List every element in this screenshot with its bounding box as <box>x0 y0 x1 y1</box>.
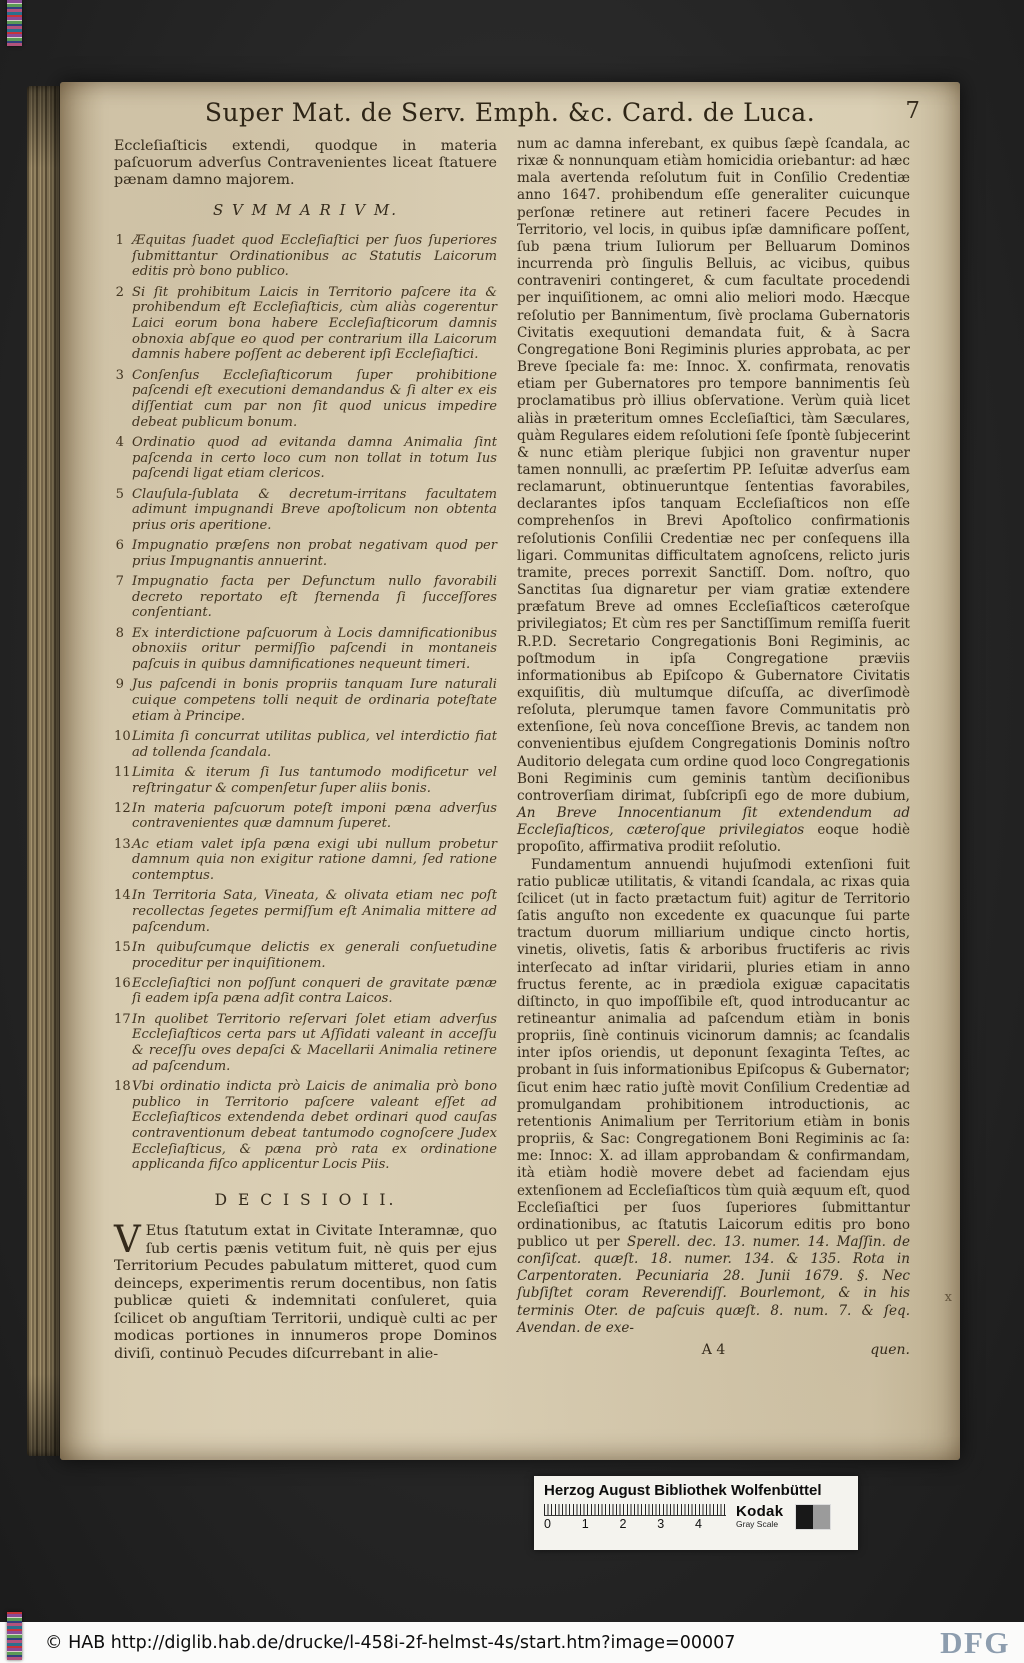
summarium-item-number: 2 <box>115 284 124 300</box>
summarium-heading: S V M M A R I V M. <box>213 201 398 219</box>
kodak-gray-scale-card <box>534 1476 858 1550</box>
book-page-edges <box>27 86 63 1456</box>
summarium-item <box>114 729 497 760</box>
summarium-item <box>114 677 497 724</box>
summarium-item-text: Eccleſiaſtici non poſſunt conqueri de gravitate pænæ ſi eadem ipſa pæna adſit contra Laicos. <box>132 975 497 1007</box>
summarium-item-number: 6 <box>115 538 124 554</box>
ruler <box>544 1504 726 1531</box>
patch-dark <box>796 1505 813 1529</box>
page-number: 7 <box>905 98 920 124</box>
text-segment: Sperell. dec. 13. numer. 14. Maſſin. de conſiſcat. quæſt. 18. numer. 134. & 135. Rota in Carpentoraten. Pecuniaria 28. Junii 1679. §. Nec ſubſiſtet coram Reverendiſſ. Bourlemont, & in his terminis Oter. de paſcuis quæſt. 8. num. 7. & ſeq. Avendan. de exe- <box>517 1234 911 1336</box>
summarium-item-number: 9 <box>115 677 124 693</box>
summarium-item <box>114 487 497 534</box>
summarium-item-number: 14 <box>114 888 131 904</box>
summarium-item-number: 10 <box>114 728 131 744</box>
text-segment: Fundamentum annuendi hujuſmodi extenſioni fuit ratio publicæ utilitatis, & vitandi ſcandala, ac rixas quia ſcilicet (ut in facto prætactum fuit) agitur de Territorio ſatis anguſto non excedente ex quacunque ſui parte tractum duorum milliarium undique cincto hortis, vinetis, olivetis, ſatis & arboribus fructiferis ac rivis interſecato ad inſtar viridarii, pluries etiam in anno fructus ferente, ac in prædiola exiguæ capacitatis diſtincto, in quo impoſſibile eſt, quod introducantur ac retineantur animalia ad paſcendum etiàm in bonis propriis, ſinè continuis vicinorum damnis; ac ſcandalis inter ipſos oriendis, ut deponunt ſexaginta Teſtes, ac probant in ſuis informationibus Epiſcopus & Gubernator; ſicut enim hæc ratio juſtè movit Conſilium Credentiæ ad promulgandam prohibitionem introductionis, ac retentionis Animalium per Territorium etiàm in bonis propriis, & Sac: Congregationem Boni Regiminis ac ſa: me: Innoc: X. ad illam approbandam & confirmandam, ità etiàm hodiè movere debet ad faciendam ejus extenſionem ad Eccleſiaſticos tùm quià æquum eſt, quod Eccleſiaſtici per ſuos ſuperiores ſubmittantur ordinationibus, ac ſtatutis Laicorum editis pro bono publico ut per <box>517 856 910 1250</box>
color-barcode-sticker-bottom <box>7 1612 22 1660</box>
ruler-number: 1 <box>581 1517 589 1531</box>
gray-scale-patch-icon <box>795 1504 831 1530</box>
summarium-item-number: 11 <box>114 764 131 780</box>
dropcap-letter: V <box>114 1218 141 1262</box>
summarium-item-text: In quibuſcumque delictis ex generali conſuetudine proceditur per inquiſitionem. <box>132 939 497 971</box>
ruler-number: 0 <box>544 1517 551 1531</box>
summarium-item-text: Vbi ordinatio indicta prò Laicis de animalia prò bono publico in Territorio paſcere valeant eſſet ad Eccleſiaſticos extendenda debet ordinari quod cauſas contraventionum debeat tantumodo cognoſcere Judex Eccleſiaſticus, & pæna prò rata ex ordinatione applicanda fiſco applicentur Locis Piis. <box>132 1078 497 1173</box>
ruler-numbers <box>544 1517 702 1531</box>
text-segment: eoque hodiè propoſito, affirmativa prodiit reſolutio. <box>517 822 910 856</box>
summarium-item <box>114 765 497 796</box>
ruler-number: 2 <box>619 1517 627 1531</box>
summarium-item <box>114 285 497 364</box>
summarium-item-text: Ordinatio quod ad evitanda damna Animalia ſint paſcenda in certo loco cum non tollat in totum Ius paſcendi ligat etiam clericos. <box>132 434 497 482</box>
summarium-item-number: 7 <box>115 574 124 590</box>
margin-annotation-x: x <box>944 1290 952 1305</box>
summarium-item <box>114 368 497 431</box>
left-column <box>114 136 497 1363</box>
catchword: quen. <box>870 1341 910 1358</box>
summarium-item <box>114 626 497 673</box>
intro-paragraph: Eccleſiaſticis extendi, quodque in materia paſcuorum adverſus Contravenientes liceat ſtatuere pænam damno majorem. <box>114 138 497 188</box>
summarium-item-number: 16 <box>114 975 131 991</box>
summarium-item-text: In materia paſcuorum poteſt imponi pæna adverſus contravenientes quæ damnum ſuperet. <box>132 800 497 832</box>
summarium-item-text: Ex interdictione paſcuorum à Locis damnificationibus obnoxiis oritur permiſſio paſcendi in montaneis paſcuis in quibus damnificationes nequeunt timeri. <box>132 625 497 673</box>
library-name-label: Herzog August Bibliothek Wolfenbüttel <box>544 1482 822 1499</box>
summarium-item-number: 15 <box>114 939 131 955</box>
text-segment: An Breve Innocentianum ſit extendendum ad Eccleſiaſticos, cæteroſque privilegiatos <box>517 805 910 839</box>
ruler-ticks-icon <box>544 1504 726 1516</box>
summarium-item <box>114 801 497 832</box>
summarium-item <box>114 888 497 935</box>
summarium-item <box>114 574 497 621</box>
summarium-item-number: 4 <box>115 434 124 450</box>
summarium-item <box>114 976 497 1007</box>
summarium-item-number: 1 <box>115 233 124 248</box>
ruler-number: 3 <box>657 1517 665 1531</box>
right-column <box>517 136 910 1363</box>
text-columns <box>60 134 960 1363</box>
dfg-logo: DFG <box>940 1624 1010 1660</box>
summarium-item <box>114 1012 497 1075</box>
copyright-url-text: © HAB http://diglib.hab.de/drucke/l-458i-2f-helmst-4s/start.htm?image=00007 <box>45 1632 736 1653</box>
summarium-item <box>114 837 497 884</box>
gray-scale-label: Gray Scale <box>736 1519 779 1529</box>
summarium-item <box>114 538 497 569</box>
summarium-item-text: Ac etiam valet ipſa pæna exigi ubi nullum probetur damnum quia non exigitur ratione damni, ſed ratione contemptus. <box>132 836 497 884</box>
summarium-item-text: Clauſula-ſublata & decretum-irritans facultatem adimunt impugnandi Breve apoſtolicum non obtenta prius oris aperitione. <box>132 486 497 533</box>
summarium-item-number: 12 <box>114 800 131 816</box>
running-title <box>60 82 960 134</box>
decisio-text: Etus ſtatutum extat in Civitate Interamnæ, quo ſub certis pænis vetitum fuit, nè quis per ejus Territorium Pecudes pabulatum mitteret, quod cum deinceps, experimentis rerum docentibus, non ſatis publicæ quieti & indemnitati conſuleret, quia ſcilicet ob anguſtiam Territorii, undiquè culti ac per modicas portiones in innumeros prope Dominos diviſi, continuò Pecudes diſcurrebant in alie- <box>114 1223 497 1362</box>
kodak-brand-block <box>736 1504 783 1529</box>
color-barcode-sticker-top <box>7 0 22 46</box>
summarium-item-text: In quolibet Territorio reſervari ſolet etiam adverſus Eccleſiaſticos certa pars ut Aſſidati valeant in acceſſu & receſſu oves depaſci & Macellarii Animalia retinere ad paſcendum. <box>132 1011 497 1074</box>
summarium-item <box>114 435 497 482</box>
decisio-heading: D E C I S I O I I. <box>214 1191 397 1210</box>
summarium-item-text: Jus paſcendi in bonis propriis tanquam Iure naturali cuique competens tolli nequit de ordinaria poteſtate etiam à Principe. <box>132 677 497 724</box>
summarium-item-number: 13 <box>114 836 131 852</box>
right-paragraph-2 <box>517 857 910 1337</box>
kodak-logo: Kodak <box>736 1503 784 1520</box>
summarium-item-number: 18 <box>114 1078 131 1094</box>
summarium-item-text: Impugnatio facta per Defunctum nullo favorabili decreto reportato eſt ſternenda ſi ſucceſſores conſentiant. <box>132 574 497 621</box>
book-page <box>60 82 960 1460</box>
footer-bar <box>0 1622 1024 1663</box>
summarium-list <box>114 233 497 1173</box>
summarium-item-number: 17 <box>114 1011 131 1027</box>
summarium-item-text: In Territoria Sata, Vineata, & olivata etiam nec poſt recollectas ſegetes permiſſum eſt Animalia mittere ad paſcendum. <box>132 888 497 935</box>
summarium-item-number: 3 <box>115 367 124 383</box>
running-title-text: Super Mat. de Serv. Emph. &c. Card. de Luca. <box>204 98 816 127</box>
summarium-item-text: Limita ſi concurrat utilitas publica, vel interdictio fiat ad tollenda ſcandala. <box>132 728 497 760</box>
summarium-item-number: 5 <box>115 486 124 502</box>
signature-mark: A 4 <box>701 1341 726 1358</box>
summarium-item-text: Si ſit prohibitum Laicis in Territorio paſcere ita & prohibendum eſt Eccleſiaſticis, cùm aliàs cogerentur Laici eorum bona habere Eccleſiaſticorum damnis obnoxia abſque eo quod per contrarium illa Laicorum damnis habere poſſent ac deberent ipſi Eccleſiaſtici. <box>132 284 497 363</box>
summarium-item-text: Æquitas ſuadet quod Eccleſiaſtici per ſuos ſuperiores ſubmittantur Ordinationibus ac Statutis Laicorum editis prò bono publico. <box>132 233 497 280</box>
text-segment: num ac damna inferebant, ex quibus ſæpè ſcandala, ac rixæ & nonnunquam etiàm homicidia oriebantur: ad hæc mala avertenda reſolutum fuit in Conſilio Credentiæ anno 1647. prohibendum eſſe generaliter cuicunque perſonæ retinere aut retineri facere Pecudes in Territorio, vel locis, in quibus ipſæ damnificare poſſent, ſub pæna trium Iuliorum per Belluarum Dominos incurrenda prò ſingulis Belluis, ac vicibus, quibus contraveniri contingeret, & cum facultate procedendi per inquiſitionem, ac omni alio meliori modo. Hæcque reſolutio per Bannimentum, ſivè proclama Gubernatoris Civitatis exequutioni demandata fuit, & à Sacra Congregatione Boni Regiminis pluries approbata, ac per Breve ſpeciale fa: me: Innoc. X. confirmata, renovatis etiam per Gubernatores pro tempore bannimentis ſeù proclamatibus prò illius obſervatione. Verùm quià licet aliàs in præteritum omnes Eccleſiaſtici, tàm Sæculares, quàm Regulares eidem reſolutioni ſeſe ſpontè ſubjecerint & nunc etiàm plerique ſubjici non graventur nuper tamen nonnulli, ac præſertim PP. Ieſuitæ adverſus eam reclamarunt, obtinueruntque ſententias favorabiles, declarantes ipſos tanquam Eccleſiaſticos non eſſe comprehenſos in Brevi Apoſtolico confirmationis reſolutionis Conſilii Credentiæ nec per conſequens illa ligari. Communitas difficultatem agnoſcens, relicto juris tramite, preces porrexit Sanctiſſ. Dom. noſtro, quo Sanctitas ſua dignaretur per viam gratiæ extendere præfatum Breve ad omnes Eccleſiaſticos cæteroſque privilegiatos; Et cùm res per Sanctiſſimum remiſſa fuerit R.P.D. Secretario Congregationis Boni Regiminis, ac poſtmodum in ipſa Congregatione præviis informationibus ab Epiſcopo & Gubernatore Civitatis exquiſitis, diù multumque diſcuſſa, ac diverſimodè reſoluta, plerumque tamen favore Communitatis prò extenſione, ſeù nova conceſſione Brevis, ac tandem non convenientibus ejuſdem Congregationis Dominis noſtro Auditorio delegata cum ordine quod loco Congregationis Boni Regiminis cum geminis tantùm deciſionibus controverſiam dirimat, ſubſcripſi ego de more dubium, <box>517 136 910 804</box>
kodak-scale-row <box>544 1504 848 1531</box>
patch-light <box>813 1505 830 1529</box>
summarium-item <box>114 940 497 971</box>
decisio-paragraph <box>114 1218 497 1363</box>
summarium-item <box>114 1079 497 1173</box>
ruler-number: 4 <box>695 1517 702 1531</box>
summarium-item-text: Impugnatio præſens non probat negativam quod per prius Impugnantis annuerint. <box>132 538 497 569</box>
summarium-item-number: 8 <box>115 625 124 641</box>
summarium-item-text: Limita & iterum ſi Ius tantumodo modificetur vel reſtringatur & compenſetur ſuper aliis bonis. <box>132 764 497 796</box>
signature-row <box>517 1342 910 1360</box>
summarium-item <box>114 233 497 280</box>
right-paragraph-1 <box>517 136 910 857</box>
summarium-item-text: Conſenſus Eccleſiaſticorum ſuper prohibitione paſcendi eſt executioni demandandus & ſi alter ex eis diſſentiat cum par non ſit quod unicus impedire debeat publicum bonum. <box>132 367 497 430</box>
